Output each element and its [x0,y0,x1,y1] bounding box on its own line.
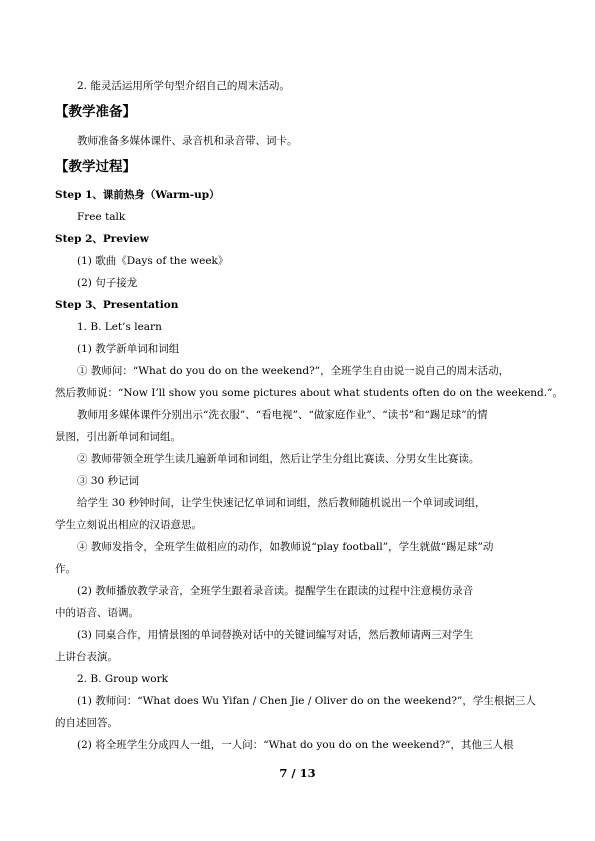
subsection-heading: 2. B. Group work [77,673,168,685]
paragraph-line: ④ 教师发指令，全班学生做相应的动作，如教师说“play football”，学生就做“踢足球”动 [77,541,494,553]
step-2-item-2: (2) 句子接龙 [77,277,138,289]
paragraph-line: 然后教师说：“Now I’ll show you some pictures about what students often do on the weekend.”。 [55,387,563,399]
paragraph-line: ② 教师带领全班学生读几遍新单词和词组，然后让学生分组比赛读、分男女生比赛读。 [77,453,480,465]
step-3-heading: Step 3、Presentation [55,299,179,311]
paragraph-line: ① 教师问：“What do you do on the weekend?”，全班学生自由说一说自己的周末活动， [77,365,510,377]
paragraph-line: (1) 教师问：“What does Wu Yifan / Chen Jie / Oliver do on the weekend?”，学生根据三人 [77,695,536,707]
subsection-heading: 1. B. Let’s learn [77,321,162,333]
paragraph-line: (2) 教师播放教学录音，全班学生跟着录音读。提醒学生在跟读的过程中注意模仿录音 [77,585,474,597]
step-1-text: Free talk [77,211,126,223]
paragraph-line: ③ 30 秒记词 [77,475,140,487]
paragraph-line: 给学生 30 秒钟时间，让学生快速记忆单词和词组，然后教师随机说出一个单词或词组， [77,497,486,509]
preparation-text: 教师准备多媒体课件、录音机和录音带、词卡。 [77,135,298,147]
step-1-heading: Step 1、课前热身（Warm-up） [55,189,220,201]
paragraph-line: 作。 [55,563,76,575]
paragraph-line: 景图，引出新单词和词组。 [55,431,181,443]
section-heading-preparation: 【教学准备】 [55,104,136,120]
step-2-item-1: (1) 歌曲《Days of the week》 [77,255,229,267]
section-heading-process: 【教学过程】 [55,159,136,175]
paragraph-line: 上讲台表演。 [55,651,118,663]
paragraph-line: 中的语音、语调。 [55,607,139,619]
paragraph-line: (1) 教学新单词和词组 [77,343,180,355]
paragraph-line: (2) 将全班学生分成四人一组，一人问：“What do you do on the weekend?”，其他三人根 [77,739,514,751]
page-number: 7 / 13 [279,766,316,780]
paragraph-line: (3) 同桌合作，用情景图的单词替换对话中的关键词编写对话，然后教师请两三对学生 [77,629,474,641]
step-2-heading: Step 2、Preview [55,233,149,245]
paragraph-line: 的自述回答。 [55,717,118,729]
paragraph-line: 教师用多媒体课件分别出示“洗衣服”、“看电视”、“做家庭作业”、“读书”和“踢足球”的情 [77,409,488,421]
paragraph-line: 学生立刻说出相应的汉语意思。 [55,519,202,531]
objective-line: 2. 能灵活运用所学句型介绍自己的周末活动。 [77,80,290,92]
